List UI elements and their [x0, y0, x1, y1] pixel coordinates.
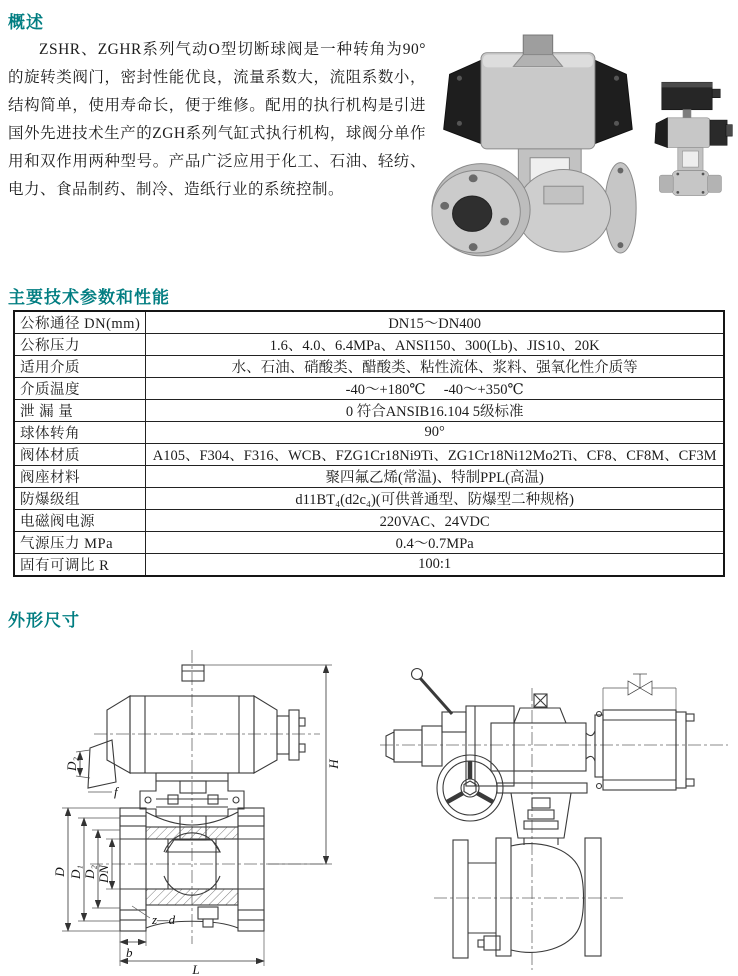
declutch-lever: [412, 669, 467, 733]
spec-value: 0 符合ANSIB16.104 5级标准: [146, 400, 724, 422]
product-photos: [428, 26, 734, 266]
spec-label: 气源压力 MPa: [14, 532, 146, 554]
spec-value: d11BT₄(d2c₄)(可供普通型、防爆型二种规格): [146, 488, 724, 510]
spec-label: 电磁阀电源: [14, 510, 146, 532]
spec-value: 100:1: [146, 554, 724, 577]
yoke: [497, 783, 587, 838]
spec-value: 1.6、4.0、6.4MPa、ANSI150、300(Lb)、JIS10、20K: [146, 334, 724, 356]
spec-row: [14, 400, 724, 422]
stem-cap: [182, 665, 204, 681]
spec-label: 阀体材质: [14, 444, 146, 466]
spec-label: 球体转角: [14, 422, 146, 444]
spec-label: 介质温度: [14, 378, 146, 400]
spec-label: 公称通径 DN(mm): [14, 311, 146, 334]
spec-label: 适用介质: [14, 356, 146, 378]
spec-row: [14, 510, 724, 532]
dimension-drawing-side-view: [374, 648, 734, 976]
dim-label-l: L: [192, 962, 200, 976]
spec-label: 防爆级组: [14, 488, 146, 510]
product-photo-solenoid-valve-icon: [648, 26, 734, 252]
spec-value: -40～+180℃ -40～+350℃: [146, 378, 724, 400]
spec-label: 泄 漏 量: [14, 400, 146, 422]
spec-value: DN15～DN400: [146, 311, 724, 334]
dim-label-f: f: [114, 784, 118, 799]
spec-label: 阀座材料: [14, 466, 146, 488]
gearbox: [466, 706, 514, 786]
spec-row: [14, 554, 724, 577]
spec-row: [14, 422, 724, 444]
pneumatic-cylinder: [586, 710, 694, 790]
dim-label-dn: DN: [96, 864, 111, 884]
spec-value: A105、F304、F316、WCB、FZG1Cr18Ni9Ti、ZG1Cr18Ni12Mo2Ti、CF8、CF8M、CF3M: [146, 444, 724, 466]
specs-table: [13, 310, 725, 577]
dimensions-heading: 外形尺寸: [8, 611, 80, 630]
dimension-drawing-front-view: [28, 644, 368, 976]
overview-paragraph: ZSHR、ZGHR系列气动O型切断球阀是一种转角为90°的旋转类阀门，密封性能优良，流量系数大，流阻系数小，结构简单，使用寿命长，便于维修。配用的执行机构是引进国外先进技术生产的ZGH系列气缸式执行机构，球阀分单作用和双作用两种型号。产品广泛应用于化工、石油、轻纺、电力、食品制药、制冷、造纸行业的系统控制。: [8, 41, 426, 198]
actuator-front: [107, 696, 305, 773]
handwheel: [437, 755, 503, 821]
flange-seal-detail: [64, 740, 120, 799]
spec-row: [14, 334, 724, 356]
specs-heading: 主要技术参数和性能: [8, 288, 170, 307]
spec-row: [14, 356, 724, 378]
product-photo-flanged-valve-icon: [428, 26, 644, 262]
spec-row: [14, 488, 724, 510]
needle-valve-symbol: [603, 674, 676, 710]
spec-value: 聚四氟乙烯(常温)、特制PPL(高温): [146, 466, 724, 488]
spec-value: 220VAC、24VDC: [146, 510, 724, 532]
dim-label-h: H: [326, 759, 341, 769]
dim-label-detail-d: D₂: [64, 757, 79, 771]
spec-row: [14, 466, 724, 488]
output-shaft: [386, 726, 442, 766]
dim-label-d2: D₂: [82, 865, 97, 879]
specs-table-body: [14, 311, 724, 576]
spec-row: [14, 378, 724, 400]
dim-label-zd: z—d: [152, 912, 176, 927]
dim-diameters: [52, 808, 120, 931]
spec-value: 0.4～0.7MPa: [146, 532, 724, 554]
spec-row: [14, 532, 724, 554]
overview-heading: 概述: [8, 13, 44, 32]
spec-value: 水、石油、硝酸类、醋酸类、粘性流体、浆料、强氧化性介质等: [146, 356, 724, 378]
spec-row: [14, 311, 724, 334]
dim-label-b: b: [126, 945, 133, 960]
spec-label: 固有可调比 R: [14, 554, 146, 577]
spec-row: [14, 444, 724, 466]
spec-value: 90°: [146, 422, 724, 444]
spec-label: 公称压力: [14, 334, 146, 356]
dim-label-d: D: [52, 867, 67, 877]
dim-label-d1: D₁: [68, 865, 83, 879]
